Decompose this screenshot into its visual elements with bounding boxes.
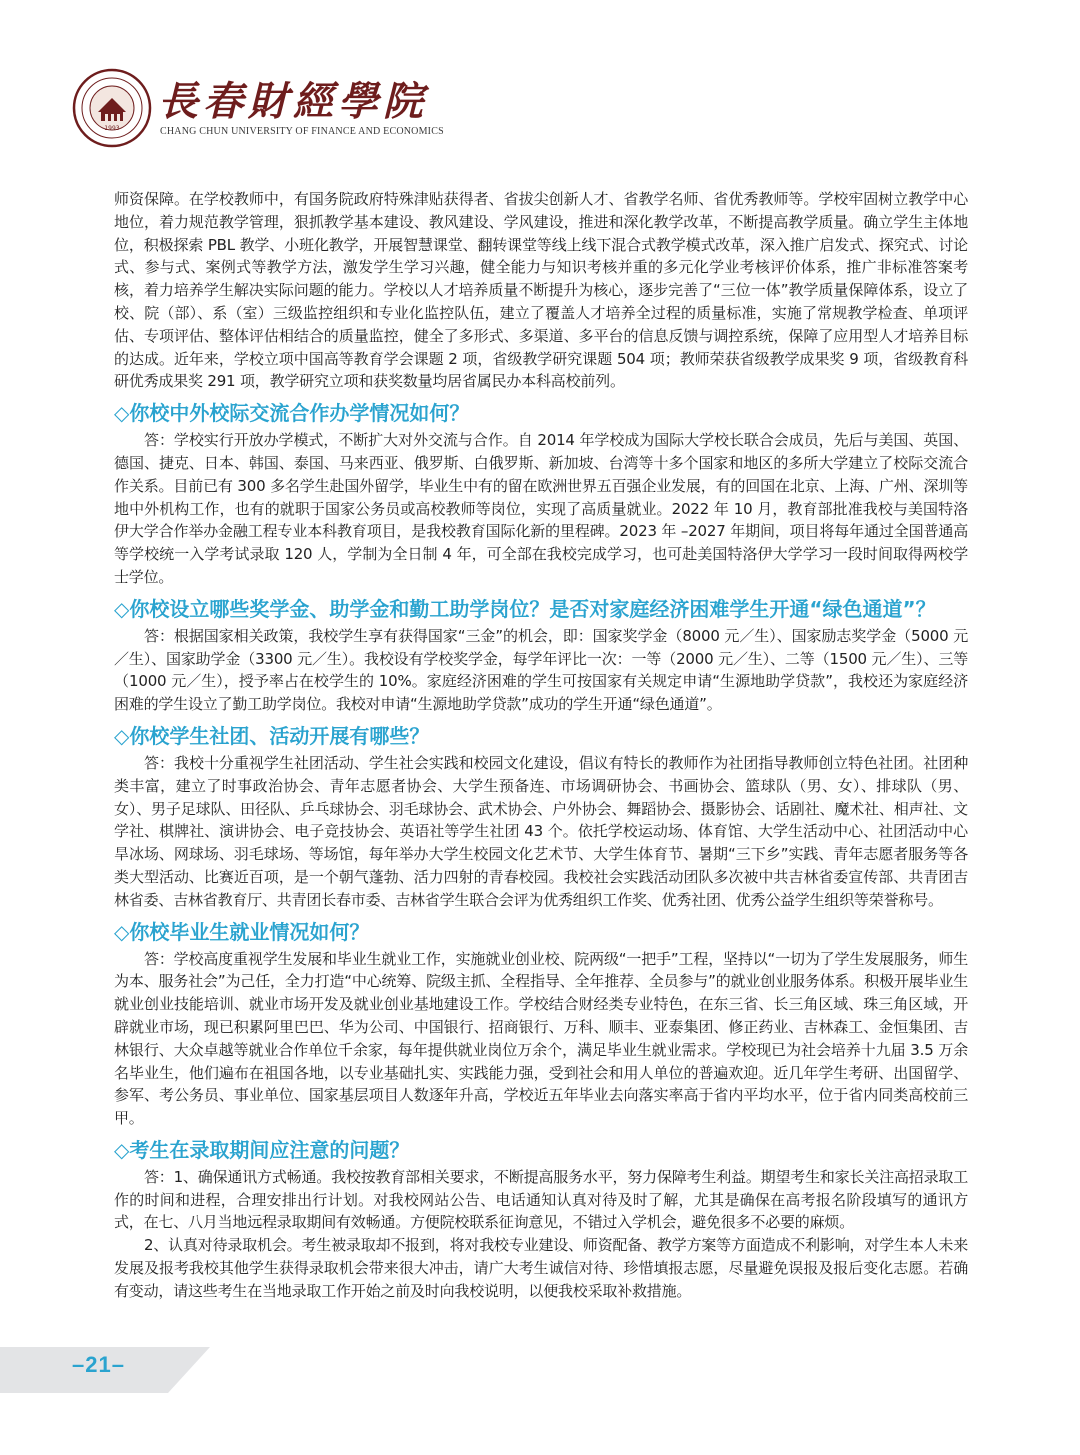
answer-international-cooperation: 答：学校实行开放办学模式，不断扩大对外交流与合作。自 2014 年学校成为国际大学校长联合会成员，先后与美国、英国、德国、捷克、日本、韩国、泰国、马来西亚、俄罗斯、白俄罗斯、新加坡、台湾等十多个国家和地区的多所大学建立了校际交流合作关系。目前已有 300 多名学生赴国外留学，毕业生中有的留在欧洲世界五百强企业发展，有的回国在北京、上海、广州、深圳等地中外机构工作，也有的就职于国家公务员或高校教师等岗位，实现了高质量就业。2022 年 10 月，教育部批准我校与美国特洛伊大学合作举办金融工程专业本科教育项目，是我校教育国际化新的里程碑。2023 年 –2027 年期间，项目将每年通过全国普通高等学校统一入学考试录取 120 人，学制为全日制 4 年，可全部在我校完成学习，也可赴美国特洛伊大学学习一段时间取得两校学士学位。 (114, 431, 968, 586)
main-content (114, 188, 968, 1303)
heading-employment: ◇你校毕业生就业情况如何？ (114, 919, 370, 944)
heading-scholarships: ◇你校设立哪些奖学金、助学金和勤工助学岗位？是否对家庭经济困难学生开通“绿色通道”？ (114, 596, 936, 621)
answer-employment: 答：学校高度重视学生发展和毕业生就业工作，实施就业创业校、院两级“一把手”工程，坚持以“一切为了学生发展服务，师生为本、服务社会”为己任，全力打造“中心统筹、院级主抓、全程指导、全年推荐、全员参与”的就业创业服务体系。积极开展毕业生就业创业技能培训、就业市场开发及就业创业基地建设工作。学校结合财经类专业特色，在东三省、长三角区域、珠三角区域，开辟就业市场，现已积累阿里巴巴、华为公司、中国银行、招商银行、万科、顺丰、亚泰集团、修正药业、吉林森工、金恒集团、吉林银行、大众卓越等就业合作单位千余家，每年提供就业岗位万余个，满足毕业生就业需求。学校现已为社会培养十九届 3.5 万余名毕业生，他们遍布在祖国各地，以专业基础扎实、实践能力强，受到社会和用人单位的普遍欢迎。近几年学生考研、出国留学、参军、考公务员、事业单位、国家基层项目人数逐年升高，学校近五年毕业去向落实率高于省内平均水平，位于省内同类高校前三甲。 (114, 949, 968, 1128)
intro-paragraph: 师资保障。在学校教师中，有国务院政府特殊津贴获得者、省拔尖创新人才、省教学名师、省优秀教师等。学校牢固树立教学中心地位，着力规范教学管理，狠抓教学基本建设、教风建设、学风建设，推进和深化教学改革，不断提高教学质量。确立学生主体地位，积极探索 PBL 教学、小班化教学，开展智慧课堂、翻转课堂等线上线下混合式教学模式改革，深入推广启发式、探究式、讨论式、参与式、案例式等教学方法，激发学生学习兴趣，健全能力与知识考核并重的多元化学业考核评价体系，推广非标准答案考核，着力培养学生解决实际问题的能力。学校以人才培养质量不断提升为核心，逐步完善了“三位一体”教学质量保障体系，设立了校、院（部）、系（室）三级监控组织和专业化监控队伍，建立了覆盖人才培养全过程的质量标准，实施了常规教学检查、单项评估、专项评估、整体评估相结合的质量监控，健全了多形式、多渠道、多平台的信息反馈与调控系统，保障了应用型人才培养目标的达成。近年来，学校立项中国高等教育学会课题 2 项，省级教学研究课题 504 项；教师荣获省级教学成果奖 9 项，省级教育科研优秀成果奖 291 项，教学研究立项和获奖数量均居省属民办本科高校前列。 (114, 190, 968, 391)
university-seal-icon (72, 68, 152, 148)
school-name-cn: 長春財經學院 (158, 78, 428, 125)
school-name-en: CHANG CHUN UNIVERSITY OF FINANCE AND ECONOMICS (160, 126, 444, 137)
heading-student-clubs: ◇你校学生社团、活动开展有哪些？ (114, 723, 430, 748)
answer-scholarships: 答：根据国家相关政策，我校学生享有获得国家“三金”的机会，即：国家奖学金（8000 元／生）、国家励志奖学金（5000 元／生）、国家助学金（3300 元／生）。我校设有学校奖学金，每学年评比一次：一等（2000 元／生）、二等（1500 元／生）、三等（1000 元／生），授予率占在校学生的 10%。家庭经济困难的学生可按国家有关规定申请“生源地助学贷款”，我校还为家庭经济困难的学生设立了勤工助学岗位。我校对申请“生源地助学贷款”成功的学生开通“绿色通道”。 (114, 626, 968, 714)
seal-year: 1993 (104, 125, 120, 132)
page-header (72, 68, 592, 148)
heading-admission-notes: ◇考生在录取期间应注意的问题？ (114, 1137, 410, 1162)
answer-admission-notes-2: 2、认真对待录取机会。考生被录取却不报到，将对我校专业建设、师资配备、教学方案等方面造成不利影响，对学生本人未来发展及报考我校其他学生获得录取机会带来很大冲击，请广大考生诚信对待、珍惜填报志愿，尽量避免误报及报后变化志愿。若确有变动，请这些考生在当地录取工作开始之前及时向我校说明，以便我校采取补救措施。 (114, 1236, 968, 1300)
page-number: –21– (72, 1352, 125, 1377)
answer-admission-notes-1: 答：1、确保通讯方式畅通。我校按教育部相关要求，不断提高服务水平，努力保障考生利益。期望考生和家长关注高招录取工作的时间和进程，合理安排出行计划。对我校网站公告、电话通知认真对待及时了解，尤其是确保在高考报名阶段填写的通讯方式，在七、八月当地远程录取期间有效畅通。方便院校联系征询意见，不错过入学机会，避免很多不必要的麻烦。 (114, 1167, 968, 1232)
heading-international-cooperation: ◇你校中外校际交流合作办学情况如何？ (114, 401, 470, 426)
answer-student-clubs: 答：我校十分重视学生社团活动、学生社会实践和校园文化建设，倡议有特长的教师作为社团指导教师创立特色社团。社团种类丰富，建立了时事政治协会、青年志愿者协会、大学生预备连、市场调研协会、书画协会、篮球队（男、女）、排球队（男、女）、男子足球队、田径队、乒乓球协会、羽毛球协会、武术协会、户外协会、舞蹈协会、摄影协会、话剧社、魔术社、相声社、文学社、棋牌社、演讲协会、电子竞技协会、英语社等学生社团 43 个。依托学校运动场、体育馆、大学生活动中心、社团活动中心旱冰场、网球场、羽毛球场、等场馆，每年举办大学生校园文化艺术节、大学生体育节、暑期“三下乡”实践、青年志愿者服务等各类大型活动、比赛近百项，是一个朝气蓬勃、活力四射的青春校园。我校社会实践活动团队多次被中共吉林省委宣传部、共青团吉林省委、吉林省教育厅、共青团长春市委、吉林省学生联合会评为优秀组织工作奖、优秀社团、优秀公益学生组织等荣誉称号。 (114, 753, 968, 909)
